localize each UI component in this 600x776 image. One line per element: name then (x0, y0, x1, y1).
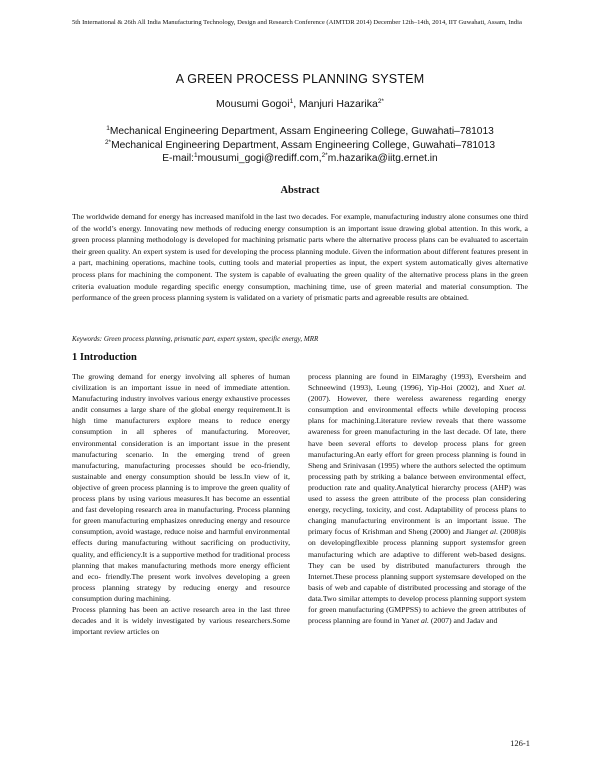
affiliation-text: Mechanical Engineering Department, Assam Engineering College, Guwahati–781013 (111, 139, 496, 151)
body-text: (2007). However, there wereless awareness regarding energy consumption and environmental effects while developing process plans for machining.Literature review reveals that there wassome awareness for green manufacturing in the last decade. Of late, there have been several efforts to develop process plans for green manufacturing.An early effort for green process planning is found in Sheng and Srinivasan (1995) where the authors selected the optimum processing path by striking a balance between environmental effect, production rate and quality.Analytical hierarchy process (AHP) was used to assess the green attribute of the process plan considering energy, recycling, toxicity, and cost. Adaptability of process plans to changing manufacturing environment is an important issue. The primary focus of Krishman and Sheng (2000) and Jiang (308, 394, 526, 537)
author-name: Mousumi Gogoi (216, 98, 290, 110)
body-text: (2008)is on developingflexible process planning support systemsfor green manufacturing which are adaptive to different web-based designs. They can be used by distributed manufacturers through the Internet.These process planning support systemsare developed on the basis of web and capable of distributed processing and storage of the data.Two similar attempts to develop process planning support system for green manufacturing (GMPPSS) to achieve the green attributes of process planning are found in Yan (308, 527, 526, 626)
abstract-heading: Abstract (280, 185, 320, 196)
right-column (308, 371, 526, 626)
body-paragraph (308, 371, 526, 626)
et-al-italic: et al. (482, 527, 499, 537)
author-line (0, 98, 600, 110)
body-text: (2007) and Jadav and (428, 616, 498, 626)
page-number: 126-1 (510, 738, 530, 748)
left-column (72, 371, 290, 637)
et-al-italic: et al. (508, 383, 526, 393)
email-address: m.hazarika@iitg.ernet.in (327, 153, 438, 164)
author-superscript: 1 (289, 98, 294, 105)
paper-title: A GREEN PROCESS PLANNING SYSTEM (175, 72, 425, 86)
affiliation-text: Mechanical Engineering Department, Assam Engineering College, Guwahati–781013 (109, 126, 494, 137)
affiliation-superscript: 2* (104, 138, 112, 146)
conference-header: 5th International & 26th All India Manufacturing Technology, Design and Research Conference (AIMTDR 2014) December 12th–14th, 2014, IIT Guwahati, Assam, India (72, 19, 522, 26)
author-name: Manjuri Hazarika (299, 98, 378, 110)
affiliation-line (0, 125, 600, 139)
email-prefix: E-mail: (162, 153, 194, 164)
body-paragraph: The growing demand for energy involving all spheres of human civilization is an important issue in need of immediate attention. Manufacturing industry involves various energy exhaustive processes andit consumes a large share of the global energy requirement.It is high time manufacturers explore means to reduce energy consumption in all spheres of manufacturing. Moreover, environmental consideration is an important issue in the present manufacturing scenario. In the emerging trend of green manufacturing, manufacturing processes should be eco-friendly, sustainable and energy consumption should be less.In view of it, objective of green process planning is to improve the green quality of process plans by using various measures.It has become an essential and fast developing research area in manufacturing. Process planning for green manufacturing emphasizes onreducing energy and resource consumption, avoid wastage, reduce noise and harmful environmental effects during manufacturing without sacrificing on productivity, quality, and efficiency.It is a supportive method for traditional process planning that makes manufacturing methods more energy efficient and eco- friendly.The present work involves developing a green process planning strategy by reducing energy and resource consumption during machining. (72, 372, 290, 603)
affiliation-line (0, 139, 600, 153)
keywords-line: Keywords: Green process planning, prismatic part, expert system, specific energy, MRR (72, 335, 319, 343)
body-paragraph: Process planning has been an active research area in the last three decades and it is widely investigated by various researchers.Some important review articles on (72, 604, 290, 637)
section-heading-introduction: 1 Introduction (72, 352, 137, 363)
email-address: mousumi_gogi@rediff.com, (197, 153, 322, 164)
author-superscript: 2* (377, 98, 384, 105)
email-superscript: 2* (321, 152, 328, 159)
author-separator: , (293, 98, 300, 110)
email-superscript: 1 (193, 152, 198, 159)
body-text: process planning are found in ElMaraghy (1993), Eversheim and Schneewind (1993), Leung (1996), Yip-Hoi (2002), and Xu (308, 372, 526, 393)
abstract-text: The worldwide demand for energy has increased manifold in the last two decades. For example, manufacturing industry alone consumes one third of the world’s energy. Innovating new methods of reducing energy consumption is an important issue drawing global attention. In this work, a green process planning methodology is developed for machining prismatic parts where the alternative process plans can be evaluated to ascertain their green quality. An expert system is used for developing the process planning module. Given the information about different features present in a part, machining operations, machine tools, cutting tools and material properties as input, the expert system automatically gives alternative process plans for machining the component. The system is capable of evaluating the green quality of the alternative process plans in the green criteria evaluation module regarding specific energy consumption, machining time, use of green material and material consumption. The performance of the green process planning system is validated on a variety of prismatic parts and agreeable results are obtained. (72, 212, 528, 303)
et-al-italic: et al. (413, 616, 429, 626)
affiliation-superscript: 1 (106, 125, 110, 132)
affiliations (0, 125, 600, 166)
email-line (0, 152, 600, 166)
